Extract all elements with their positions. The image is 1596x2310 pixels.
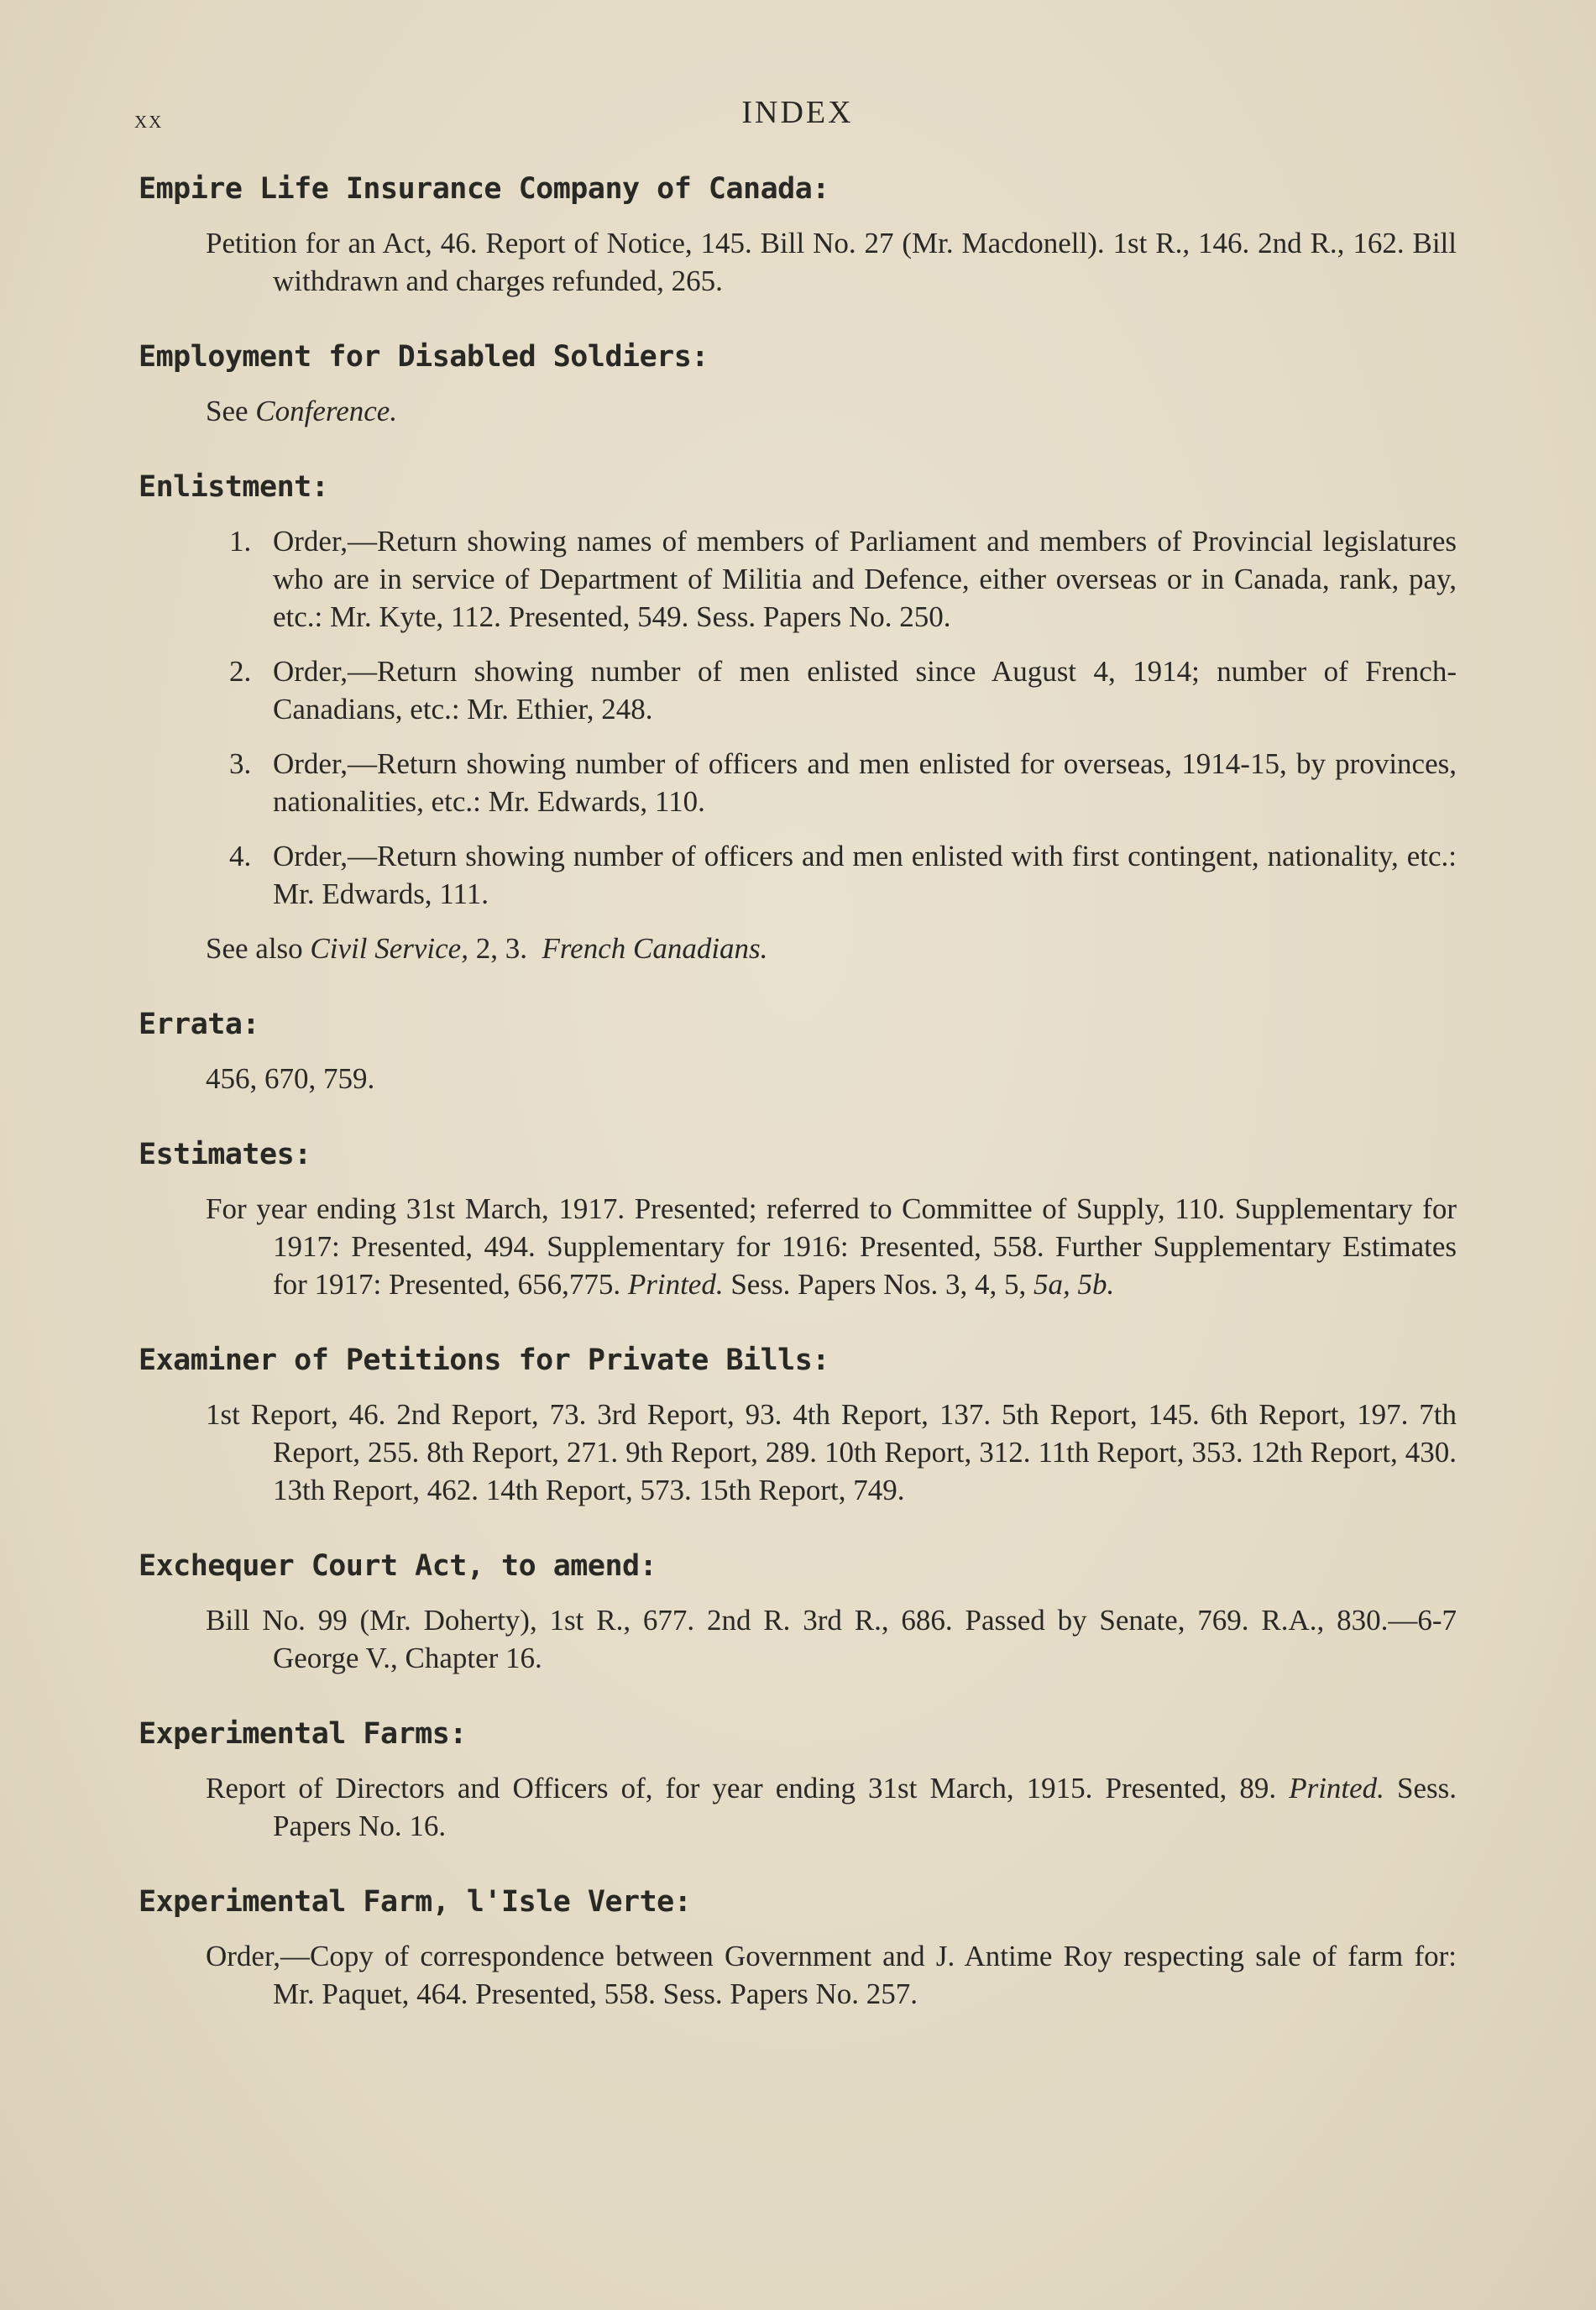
cross-reference-target: Conference. <box>255 395 398 427</box>
printed-label: Printed. <box>1289 1772 1384 1805</box>
entry-cross-reference <box>206 930 1457 967</box>
paper-number: 5b. <box>1077 1268 1115 1301</box>
item-number: 2. <box>229 655 252 688</box>
index-entry-examiner <box>139 1344 1457 1509</box>
entry-text: Petition for an Act, 46. Report of Notice, 145. Bill No. 27 (Mr. Macdonell). 1st R., 146. 2nd R., 162. Bill withdrawn and charges refunded, 265. <box>206 227 1457 297</box>
entry-heading: Enlistment: <box>139 470 329 504</box>
item-text: Order,—Return showing number of men enlisted since August 4, 1914; number of French-Canadians, etc.: Mr. Ethier, 248. <box>273 655 1457 725</box>
paper-number: 5a, <box>1033 1268 1070 1301</box>
item-text: Order,—Return showing number of officers and men enlisted for overseas, 1914-15, by provinces, nationalities, etc.: Mr. Edwards, 110. <box>273 747 1457 818</box>
list-item <box>206 652 1457 728</box>
entry-text <box>206 1190 1457 1303</box>
cross-reference-numbers: 2, 3. <box>475 932 527 965</box>
entry-text <box>206 1769 1457 1845</box>
entry-text-part: Sess. Papers Nos. 3, 4, 5, <box>730 1268 1027 1301</box>
index-content <box>139 172 1457 2053</box>
list-item <box>206 837 1457 913</box>
entry-text-part: Sess. Papers No. 16. <box>273 1772 1457 1842</box>
entry-heading: Errata: <box>139 1008 260 1041</box>
index-entry-estimates <box>139 1138 1457 1303</box>
entry-text: Bill No. 99 (Mr. Doherty), 1st R., 677. 2nd R. 3rd R., 686. Passed by Senate, 769. R.A., 830.—6-7 George V., Chapter 16. <box>206 1604 1457 1674</box>
see-label: See <box>206 395 249 427</box>
printed-label: Printed. <box>627 1268 724 1301</box>
page-number: xx <box>134 106 164 134</box>
index-entry-experimental-farm-isle-verte <box>139 1885 1457 2013</box>
page-header <box>134 94 1461 144</box>
item-number: 1. <box>229 525 252 558</box>
entry-heading: Examiner of Petitions for Private Bills: <box>139 1344 829 1377</box>
entry-heading: Empire Life Insurance Company of Canada: <box>139 172 829 206</box>
index-entry-empire <box>139 172 1457 300</box>
index-entry-exchequer <box>139 1549 1457 1677</box>
index-entry-enlistment <box>139 470 1457 967</box>
item-text: Order,—Return showing names of members of Parliament and members of Provincial legislatures who are in service of Department of Militia and Defence, either overseas or in Canada, rank, pay, etc.: Mr. Kyte, 112. Presented, 549. Sess. Papers No. 250. <box>273 525 1457 633</box>
index-entry-errata <box>139 1008 1457 1097</box>
entry-cross-reference <box>206 392 1457 430</box>
see-also-label: See also <box>206 932 303 965</box>
entry-heading: Estimates: <box>139 1138 311 1171</box>
cross-reference-target: French Canadians. <box>542 932 768 965</box>
entry-heading: Exchequer Court Act, to amend: <box>139 1549 657 1583</box>
item-number: 4. <box>229 840 252 872</box>
entry-heading: Experimental Farm, l'Isle Verte: <box>139 1885 692 1919</box>
item-number: 3. <box>229 747 252 780</box>
entry-text: 456, 670, 759. <box>206 1062 375 1095</box>
entry-text: Order,—Copy of correspondence between Government and J. Antime Roy respecting sale of farm for: Mr. Paquet, 464. Presented, 558. Sess. Papers No. 257. <box>206 1940 1457 2010</box>
entry-heading: Experimental Farms: <box>139 1717 467 1751</box>
entry-heading: Employment for Disabled Soldiers: <box>139 340 709 374</box>
list-item <box>206 745 1457 820</box>
item-text: Order,—Return showing number of officers and men enlisted with first contingent, nationality, etc.: Mr. Edwards, 111. <box>273 840 1457 910</box>
index-entry-experimental-farms <box>139 1717 1457 1845</box>
running-title: INDEX <box>741 95 854 130</box>
cross-reference-target: Civil Service, <box>310 932 468 965</box>
list-item <box>206 522 1457 636</box>
index-entry-employment <box>139 340 1457 430</box>
entry-text-part: For year ending 31st March, 1917. Presented; referred to Committee of Supply, 110. Supplementary for 1917: Presented, 494. Supplementary for 1916: Presented, 558. Further Supplementary Estimates for 1917: Presented, 656,775. <box>206 1192 1457 1301</box>
entry-text-part: Report of Directors and Officers of, for year ending 31st March, 1915. Presented, 89. <box>206 1772 1277 1805</box>
entry-text: 1st Report, 46. 2nd Report, 73. 3rd Report, 93. 4th Report, 137. 5th Report, 145. 6th Report, 197. 7th Report, 255. 8th Report, 271. 9th Report, 289. 10th Report, 312. 11th Report, 353. 12th Report, 430. 13th Report, 462. 14th Report, 573. 15th Report, 749. <box>206 1398 1457 1506</box>
